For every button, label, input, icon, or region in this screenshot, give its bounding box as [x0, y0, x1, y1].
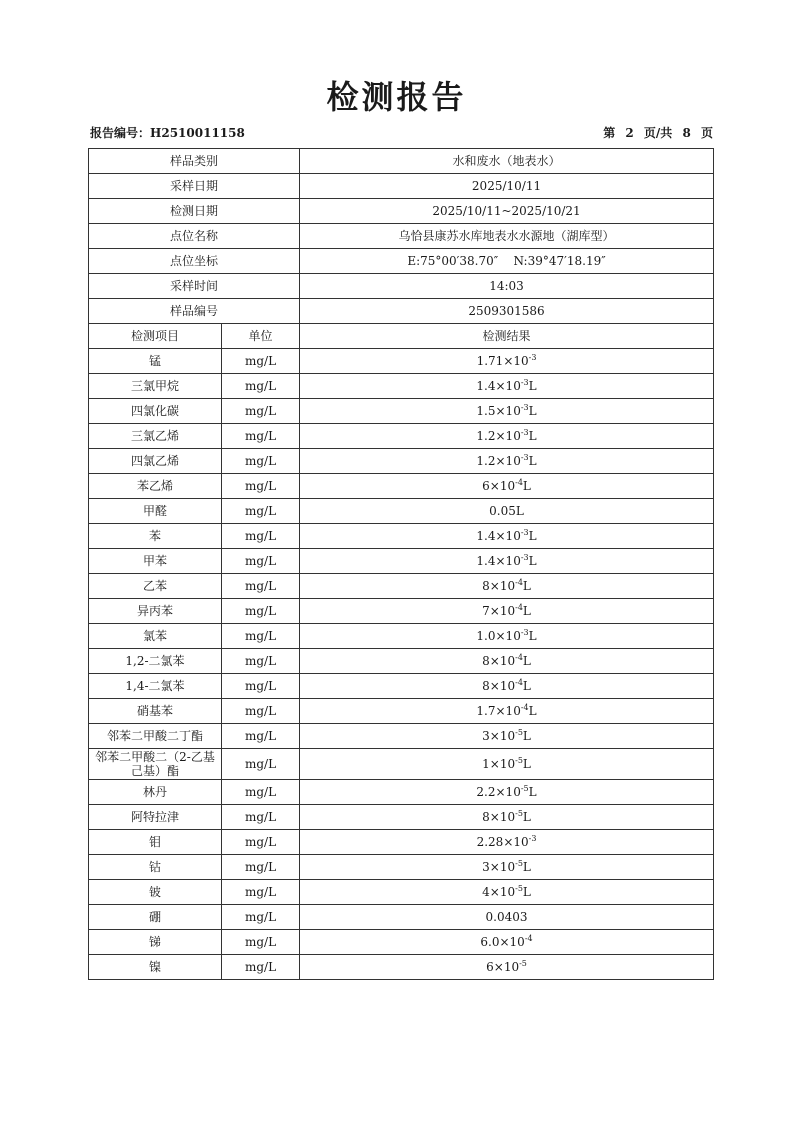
result-suffix: L	[522, 729, 531, 743]
result-exponent: -4	[520, 703, 529, 712]
table-row	[89, 524, 714, 549]
result-base: 6×10	[482, 479, 516, 493]
result-suffix: L	[522, 679, 531, 693]
item-unit: mg/L	[222, 955, 300, 980]
table-row	[89, 905, 714, 930]
result-exponent: -3	[520, 378, 529, 387]
item-result	[300, 549, 714, 574]
item-unit: mg/L	[222, 724, 300, 749]
result-exponent: -4	[515, 578, 523, 587]
item-result	[300, 399, 714, 424]
info-label: 检测日期	[89, 199, 300, 224]
info-label: 样品编号	[89, 299, 300, 324]
info-row	[89, 199, 714, 224]
table-row	[89, 599, 714, 624]
result-exponent: -5	[515, 728, 523, 737]
item-unit: mg/L	[222, 905, 300, 930]
item-result	[300, 649, 714, 674]
result-exponent: -4	[515, 603, 523, 612]
item-unit: mg/L	[222, 830, 300, 855]
report-number-value: H2510011158	[150, 126, 245, 140]
info-label: 采样时间	[89, 274, 300, 299]
result-base: 1.4×10	[476, 554, 521, 568]
result-base: 3×10	[482, 729, 516, 743]
item-name: 三氯乙烯	[89, 424, 222, 449]
item-name: 邻苯二甲酸二丁酯	[89, 724, 222, 749]
item-name: 异丙苯	[89, 599, 222, 624]
table-row	[89, 474, 714, 499]
item-name: 邻苯二甲酸二（2-乙基己基）酯	[89, 749, 222, 780]
info-row	[89, 224, 714, 249]
result-base: 0.0403	[485, 910, 528, 924]
item-unit: mg/L	[222, 855, 300, 880]
item-name: 林丹	[89, 780, 222, 805]
result-exponent: -4	[515, 653, 523, 662]
result-suffix: L	[528, 529, 537, 543]
table-row	[89, 424, 714, 449]
item-name: 苯	[89, 524, 222, 549]
item-name: 硝基苯	[89, 699, 222, 724]
item-name: 氯苯	[89, 624, 222, 649]
item-name: 阿特拉津	[89, 805, 222, 830]
table-row	[89, 930, 714, 955]
table-row	[89, 374, 714, 399]
info-value: 水和废水（地表水）	[300, 149, 714, 174]
info-value: 14:03	[300, 274, 714, 299]
result-suffix: L	[528, 404, 537, 418]
result-suffix: L	[522, 860, 531, 874]
result-suffix: L	[528, 785, 537, 799]
table-row	[89, 649, 714, 674]
item-unit: mg/L	[222, 674, 300, 699]
result-base: 1.4×10	[476, 379, 521, 393]
item-result	[300, 349, 714, 374]
info-label: 点位名称	[89, 224, 300, 249]
result-base: 3×10	[482, 860, 516, 874]
item-name: 1,4-二氯苯	[89, 674, 222, 699]
result-base: 7×10	[482, 604, 516, 618]
table-row	[89, 449, 714, 474]
report-number	[90, 124, 245, 141]
result-base: 8×10	[482, 810, 516, 824]
result-exponent: -3	[520, 628, 529, 637]
item-name: 硼	[89, 905, 222, 930]
item-unit: mg/L	[222, 449, 300, 474]
table-row	[89, 780, 714, 805]
info-label: 点位坐标	[89, 249, 300, 274]
info-row	[89, 249, 714, 274]
item-result	[300, 855, 714, 880]
result-base: 1.0×10	[476, 629, 521, 643]
result-base: 1×10	[482, 757, 516, 771]
result-base: 2.2×10	[476, 785, 521, 799]
result-exponent: -4	[515, 478, 523, 487]
item-result	[300, 574, 714, 599]
table-row	[89, 699, 714, 724]
item-unit: mg/L	[222, 780, 300, 805]
result-base: 1.4×10	[476, 529, 521, 543]
item-unit: mg/L	[222, 805, 300, 830]
item-result	[300, 699, 714, 724]
table-row	[89, 724, 714, 749]
table-row	[89, 349, 714, 374]
info-value: 2025/10/11~2025/10/21	[300, 199, 714, 224]
item-result	[300, 880, 714, 905]
item-unit: mg/L	[222, 699, 300, 724]
result-base: 1.5×10	[476, 404, 521, 418]
result-suffix: L	[522, 757, 531, 771]
result-suffix: L	[522, 579, 531, 593]
item-unit: mg/L	[222, 649, 300, 674]
result-exponent: -3	[520, 553, 529, 562]
info-row	[89, 274, 714, 299]
table-row	[89, 749, 714, 780]
result-suffix: L	[528, 704, 537, 718]
result-base: 6×10	[486, 960, 520, 974]
item-result	[300, 674, 714, 699]
result-exponent: -3	[520, 453, 529, 462]
result-exponent: -3	[528, 834, 537, 843]
result-suffix: L	[522, 654, 531, 668]
info-row	[89, 299, 714, 324]
table-row	[89, 624, 714, 649]
item-unit: mg/L	[222, 399, 300, 424]
item-name: 铍	[89, 880, 222, 905]
table-row	[89, 574, 714, 599]
page-indicator: 第 2 页/共 8 页	[603, 126, 713, 140]
result-base: 1.71×10	[476, 354, 529, 368]
item-unit: mg/L	[222, 499, 300, 524]
item-name: 苯乙烯	[89, 474, 222, 499]
table-row	[89, 399, 714, 424]
table-row	[89, 805, 714, 830]
table-row	[89, 674, 714, 699]
item-result	[300, 930, 714, 955]
item-result	[300, 474, 714, 499]
item-unit: mg/L	[222, 424, 300, 449]
result-suffix: L	[522, 479, 531, 493]
item-name: 钼	[89, 830, 222, 855]
item-unit: mg/L	[222, 524, 300, 549]
item-unit: mg/L	[222, 624, 300, 649]
result-exponent: -3	[520, 528, 529, 537]
result-exponent: -5	[520, 784, 529, 793]
result-base: 6.0×10	[480, 935, 525, 949]
item-result	[300, 424, 714, 449]
result-exponent: -5	[515, 809, 523, 818]
item-unit: mg/L	[222, 574, 300, 599]
item-result	[300, 624, 714, 649]
item-unit: mg/L	[222, 749, 300, 780]
item-result	[300, 780, 714, 805]
result-suffix: L	[528, 429, 537, 443]
item-name: 甲醛	[89, 499, 222, 524]
item-result	[300, 805, 714, 830]
item-unit: mg/L	[222, 599, 300, 624]
item-unit: mg/L	[222, 549, 300, 574]
column-header-item: 检测项目	[89, 324, 222, 349]
report-title: 检测报告	[326, 78, 467, 116]
item-name: 锰	[89, 349, 222, 374]
info-value: 2509301586	[300, 299, 714, 324]
result-exponent: -5	[515, 859, 523, 868]
item-unit: mg/L	[222, 474, 300, 499]
info-label: 采样日期	[89, 174, 300, 199]
result-base: 8×10	[482, 654, 516, 668]
table-header-row	[89, 324, 714, 349]
item-unit: mg/L	[222, 880, 300, 905]
item-result	[300, 830, 714, 855]
report-number-label: 报告编号：	[90, 126, 151, 140]
info-value: 乌恰县康苏水库地表水水源地（湖库型）	[300, 224, 714, 249]
result-suffix: L	[528, 379, 537, 393]
results-table-body	[89, 149, 714, 980]
item-name: 镍	[89, 955, 222, 980]
item-name: 钴	[89, 855, 222, 880]
item-result	[300, 905, 714, 930]
table-row	[89, 855, 714, 880]
item-name: 乙苯	[89, 574, 222, 599]
result-exponent: -5	[515, 756, 523, 765]
item-name: 锑	[89, 930, 222, 955]
result-exponent: -5	[519, 959, 527, 968]
item-result	[300, 599, 714, 624]
item-result	[300, 374, 714, 399]
result-suffix: L	[522, 604, 531, 618]
item-result	[300, 724, 714, 749]
item-result	[300, 524, 714, 549]
info-value: 2025/10/11	[300, 174, 714, 199]
table-row	[89, 955, 714, 980]
result-exponent: -4	[524, 934, 533, 943]
item-name: 三氯甲烷	[89, 374, 222, 399]
item-unit: mg/L	[222, 930, 300, 955]
result-suffix: L	[528, 454, 537, 468]
column-header-unit: 单位	[222, 324, 300, 349]
info-row	[89, 174, 714, 199]
table-row	[89, 549, 714, 574]
result-suffix: L	[528, 629, 537, 643]
item-result	[300, 749, 714, 780]
result-exponent: -5	[515, 884, 523, 893]
result-base: 8×10	[482, 579, 516, 593]
item-name: 四氯乙烯	[89, 449, 222, 474]
result-base: 1.2×10	[476, 454, 521, 468]
item-name: 1,2-二氯苯	[89, 649, 222, 674]
result-suffix: L	[522, 885, 531, 899]
table-row	[89, 499, 714, 524]
result-base: 1.7×10	[476, 704, 521, 718]
result-exponent: -3	[520, 403, 529, 412]
info-row	[89, 149, 714, 174]
results-table	[88, 148, 714, 980]
item-unit: mg/L	[222, 374, 300, 399]
result-exponent: -3	[520, 428, 529, 437]
result-base: 1.2×10	[476, 429, 521, 443]
item-name: 四氯化碳	[89, 399, 222, 424]
result-base: 0.05L	[489, 504, 524, 518]
result-suffix: L	[522, 810, 531, 824]
item-result	[300, 449, 714, 474]
result-base: 4×10	[482, 885, 516, 899]
table-row	[89, 830, 714, 855]
item-name: 甲苯	[89, 549, 222, 574]
column-header-result: 检测结果	[300, 324, 714, 349]
item-result	[300, 955, 714, 980]
result-suffix: L	[528, 554, 537, 568]
item-unit: mg/L	[222, 349, 300, 374]
info-value: E:75°00′38.70″ N:39°47′18.19″	[300, 249, 714, 274]
result-base: 8×10	[482, 679, 516, 693]
report-meta-bar	[90, 124, 713, 142]
result-base: 2.28×10	[476, 835, 529, 849]
table-row	[89, 880, 714, 905]
result-exponent: -4	[515, 678, 523, 687]
info-label: 样品类别	[89, 149, 300, 174]
item-result	[300, 499, 714, 524]
result-exponent: -3	[528, 353, 537, 362]
